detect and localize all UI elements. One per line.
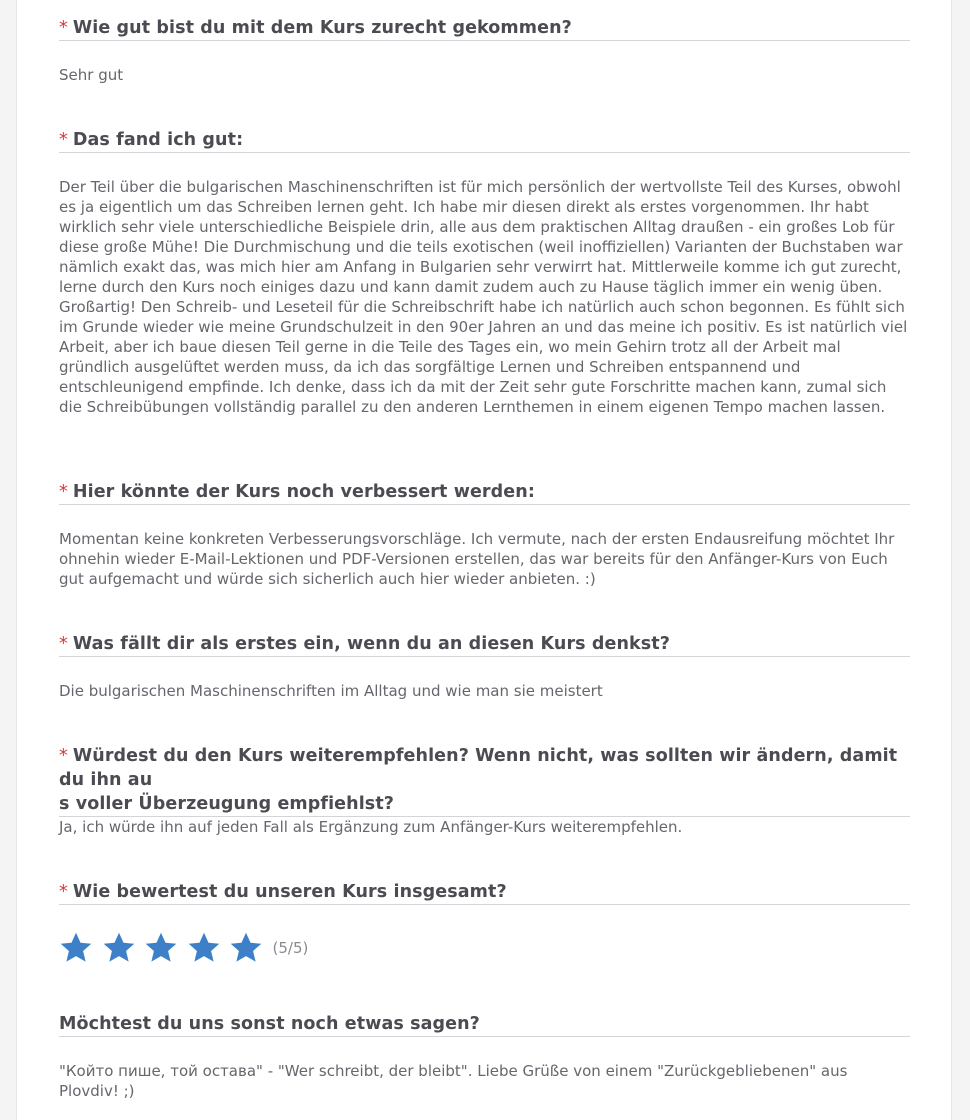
answer-text: Die bulgarischen Maschinenschriften im Alltag und wie man sie meistert [59, 682, 603, 700]
question-title [59, 480, 910, 505]
question-text: Wie bewertest du unseren Kurs insgesamt? [72, 882, 507, 902]
question-title [59, 880, 910, 905]
required-marker: * [59, 882, 68, 902]
star-icon [102, 931, 136, 965]
required-marker: * [59, 482, 68, 502]
question-title [59, 128, 910, 153]
required-marker: * [59, 130, 68, 150]
rating-score: (5/5) [272, 939, 309, 957]
required-marker: * [59, 634, 68, 654]
answer-text: Der Teil über die bulgarischen Maschinenschriften ist für mich persönlich der wertvollste Teil des Kurses, obwohl es ja eigentlich um das Schreiben lernen geht. Ich habe mir diesen direkt als erstes vorgenommen. Ihr habt wirklich sehr viele unterschiedliche Beispiele drin, alle aus dem praktischen Alltag draußen - ein großes Lob für diese große Mühe! Die Durchmischung und die teils exotischen (weil inoffiziellen) Varianten der Buchstaben war nämlich exakt das, was mich hier am Anfang in Bulgarien sehr verwirrt hat. Mittlerweile komme ich gut zurecht, lerne durch den Kurs noch einiges dazu und kann damit zudem auch zu Hause täglich immer ein wenig üben. Großartig! Den Schreib- und Leseteil für die Schreibschrift habe ich natürlich auch schon begonnen. Es fühlt sich im Grunde wieder wie meine Grundschulzeit in den 90er Jahren an und das meine ich positiv. Es ist natürlich viel Arbeit, aber ich baue diesen Teil gerne in die Teile des Tages ein, wo mein Gehirn trotz all der Arbeit mal gründlich ausgelüftet werden muss, da ich das sorgfältige Lernen und Schreiben entspannend und entschleunigend empfinde. Ich denke, dass ich da mit der Zeit sehr gute Forschritte machen kann, zumal sich die Schreibübungen vollständig parallel zu den anderen Lernthemen in einem eigenen Tempo machen lassen. [59, 178, 908, 416]
survey-response-page [16, 0, 952, 1120]
star-icon [144, 931, 178, 965]
answer-text: Ja, ich würde ihn auf jeden Fall als Ergänzung zum Anfänger-Kurs weiterempfehlen. [59, 818, 683, 836]
question-title [59, 632, 910, 657]
required-marker: * [59, 18, 68, 38]
question-title [59, 744, 910, 817]
answer-text: Momentan keine konkreten Verbesserungsvorschläge. Ich vermute, nach der ersten Endausreifung möchtet Ihr ohnehin wieder E-Mail-Lektionen und PDF-Versionen erstellen, das war bereits für den Anfänger-Kurs von Euch gut aufgemacht und würde sich sicherlich auch hier wieder anbieten. :) [59, 530, 895, 588]
question-text: Das fand ich gut: [72, 130, 244, 150]
star-icon [59, 931, 93, 965]
question-title [59, 16, 910, 41]
star-icon [187, 931, 221, 965]
star-list [59, 931, 272, 965]
question-title [59, 1012, 910, 1037]
required-marker: * [59, 746, 68, 766]
answer-text: "Който пише, той остава" - "Wer schreibt, der bleibt". Liebe Grüße von einem "Zurückgebliebenen" aus Plovdiv! ;) [59, 1062, 848, 1100]
question-text: Was fällt dir als erstes ein, wenn du an diesen Kurs denkst? [72, 634, 671, 654]
question-text-line-1: Würdest du den Kurs weiterempfehlen? Wenn nicht, was sollten wir ändern, damit du ihn au [59, 746, 898, 790]
question-text: Möchtest du uns sonst noch etwas sagen? [59, 1014, 480, 1034]
answer-text: Sehr gut [59, 66, 124, 84]
question-text: Hier könnte der Kurs noch verbessert werden: [72, 482, 535, 502]
question-text: Wie gut bist du mit dem Kurs zurecht gekommen? [72, 18, 572, 38]
star-rating [59, 930, 308, 966]
question-text-line-2: s voller Überzeugung empfiehlst? [59, 794, 395, 814]
star-icon [229, 931, 263, 965]
